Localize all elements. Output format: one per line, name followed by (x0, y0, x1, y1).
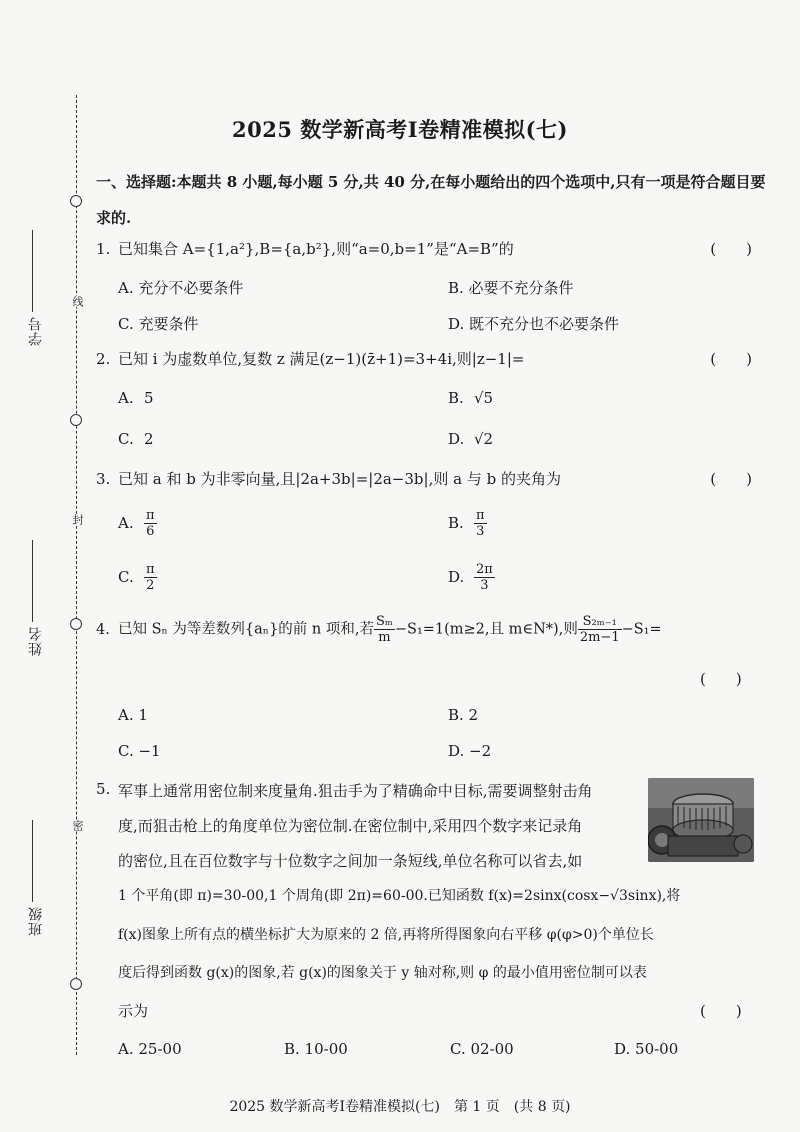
question-number: 1. (96, 240, 111, 258)
option-value: 5 (144, 389, 154, 407)
q2-option-b[interactable] (448, 389, 493, 407)
question-3 (96, 468, 766, 489)
q1-option-c[interactable]: C. 充要条件 (118, 315, 199, 333)
fraction-denominator: 3 (476, 524, 485, 539)
fraction-denominator: 2 (146, 578, 155, 593)
fraction-sm-over-m (374, 614, 395, 645)
binding-word-secret: 密 (71, 820, 84, 831)
question-5-line-6: 度后得到函数 g(x)的图象,若 g(x)的图象关于 y 轴对称,则 φ 的最小值用密位制可以表 (118, 965, 647, 981)
binding-hole-icon (70, 978, 82, 990)
q4-option-b[interactable]: B. 2 (448, 706, 479, 724)
section-header: 一、选择题:本题共 8 小题,每小题 5 分,共 40 分,在每小题给出的四个选项中,只有一项是符合题目要求的. (96, 173, 766, 227)
q5-option-a[interactable]: A. 25-00 (118, 1040, 182, 1058)
binding-hole-icon (70, 195, 82, 207)
fraction-numerator: π (146, 508, 155, 523)
question-4 (96, 614, 776, 645)
scope-illustration-icon (648, 778, 754, 862)
answer-parentheses: ( ) (700, 670, 742, 688)
answer-parentheses: ( ) (710, 240, 752, 258)
q3-option-c[interactable] (118, 562, 157, 593)
q3-option-b[interactable] (448, 508, 487, 539)
q5-option-b[interactable]: B. 10-00 (284, 1040, 348, 1058)
answer-parentheses: ( ) (710, 470, 752, 488)
fraction-denominator: 2m−1 (579, 630, 620, 645)
option-label: C. (118, 567, 134, 586)
question-5-line-3: 的密位,且在百位数字与十位数字之间加一条短线,单位名称可以省去,如 (118, 852, 583, 870)
exam-title: 2025 数学新高考Ⅰ卷精准模拟(七) (232, 117, 568, 142)
student-name-label: 姓名 (28, 626, 44, 656)
q1-option-d[interactable]: D. 既不充分也不必要条件 (448, 315, 620, 333)
question-number: 5. (96, 780, 111, 798)
question-number: 2. (96, 350, 111, 368)
option-label: D. (448, 567, 465, 586)
answer-parentheses: ( ) (700, 1002, 742, 1020)
option-label: B. (448, 513, 464, 532)
option-label: D. (448, 430, 465, 448)
q3-option-d[interactable] (448, 562, 495, 593)
class-field[interactable] (26, 820, 66, 940)
q1-option-a[interactable]: A. 充分不必要条件 (118, 279, 244, 297)
question-4-stem-c: −S₁= (621, 621, 662, 638)
q5-option-c[interactable]: C. 02-00 (450, 1040, 514, 1058)
seat-number-blank[interactable] (32, 230, 33, 312)
question-1 (96, 238, 766, 259)
question-1-stem: 已知集合 A={1,a²},B={a,b²},则“a=0,b=1”是“A=B”的 (118, 240, 514, 258)
binding-hole-icon (70, 618, 82, 630)
question-number: 3. (96, 470, 111, 488)
seat-number-field[interactable] (26, 230, 66, 350)
q4-option-c[interactable]: C. −1 (118, 742, 161, 760)
fraction-denominator: 3 (480, 578, 489, 593)
question-number: 4. (96, 621, 110, 638)
seat-number-label: 学号 (28, 316, 44, 346)
class-label: 班级 (28, 906, 44, 936)
binding-dashed-line (76, 95, 77, 1055)
question-4-stem-b: −S₁=1(m≥2,且 m∈N*),则 (394, 621, 578, 638)
binding-hole-icon (70, 414, 82, 426)
q2-option-d[interactable] (448, 430, 493, 448)
q3-option-a[interactable] (118, 508, 157, 539)
question-3-stem: 已知 a 和 b 为非零向量,且|2a+3b|=|2a−3b|,则 a 与 b 的夹角为 (118, 470, 561, 488)
binding-word-seal: 封 (71, 514, 84, 525)
question-5-line-1: 军事上通常用密位制来度量角.狙击手为了精确命中目标,需要调整射击角 (118, 782, 593, 800)
class-blank[interactable] (32, 820, 33, 902)
answer-parentheses: ( ) (710, 350, 752, 368)
student-name-field[interactable] (26, 540, 66, 660)
question-2 (96, 348, 766, 369)
sniper-scope-photo (648, 778, 754, 862)
fraction-numerator: π (476, 508, 485, 523)
student-name-blank[interactable] (32, 540, 33, 622)
binding-word-line: 线 (71, 296, 84, 307)
option-value: √2 (474, 430, 494, 448)
q5-option-d[interactable]: D. 50-00 (614, 1040, 679, 1058)
question-5-line-7: 示为 (118, 1002, 149, 1020)
q2-option-c[interactable] (118, 430, 154, 448)
fraction-s2m1-over-2m1 (578, 614, 622, 645)
q4-option-d[interactable]: D. −2 (448, 742, 492, 760)
q2-option-a[interactable] (118, 389, 154, 407)
question-4-stem-a: 已知 Sₙ 为等差数列{aₙ}的前 n 项和,若 (118, 621, 374, 638)
fraction-denominator: m (378, 630, 391, 645)
option-fraction (474, 508, 487, 539)
option-fraction (144, 562, 157, 593)
fraction-numerator: 2π (476, 562, 493, 577)
option-label: C. (118, 430, 134, 448)
fraction-numerator: S₂ₘ₋₁ (578, 614, 622, 630)
q1-option-b[interactable]: B. 必要不充分条件 (448, 279, 574, 297)
page-footer: 2025 数学新高考Ⅰ卷精准模拟(七) 第 1 页 (共 8 页) (229, 1099, 571, 1115)
question-5-line-5: f(x)图象上所有点的横坐标扩大为原来的 2 倍,再将所得图象向右平移 φ(φ>0)个单位长 (118, 927, 654, 943)
option-fraction (474, 562, 495, 593)
fraction-denominator: 6 (146, 524, 155, 539)
option-value: √5 (474, 389, 494, 407)
option-value: 2 (144, 430, 154, 448)
q4-option-a[interactable]: A. 1 (118, 706, 148, 724)
binding-margin (60, 0, 100, 1132)
option-label: B. (448, 389, 464, 407)
question-5-line-4: 1 个平角(即 π)=30-00,1 个周角(即 2π)=60-00.已知函数 f(x)=2sinx(cosx−√3sinx),将 (118, 888, 681, 904)
option-label: A. (118, 513, 134, 532)
option-label: A. (118, 389, 134, 407)
fraction-numerator: π (146, 562, 155, 577)
fraction-numerator: Sₘ (375, 614, 393, 629)
question-2-stem: 已知 i 为虚数单位,复数 z 满足(z−1)(z̄+1)=3+4i,则|z−1|= (118, 350, 525, 368)
question-5-line-2: 度,而狙击枪上的角度单位为密位制.在密位制中,采用四个数字来记录角 (118, 817, 583, 835)
option-fraction (144, 508, 157, 539)
